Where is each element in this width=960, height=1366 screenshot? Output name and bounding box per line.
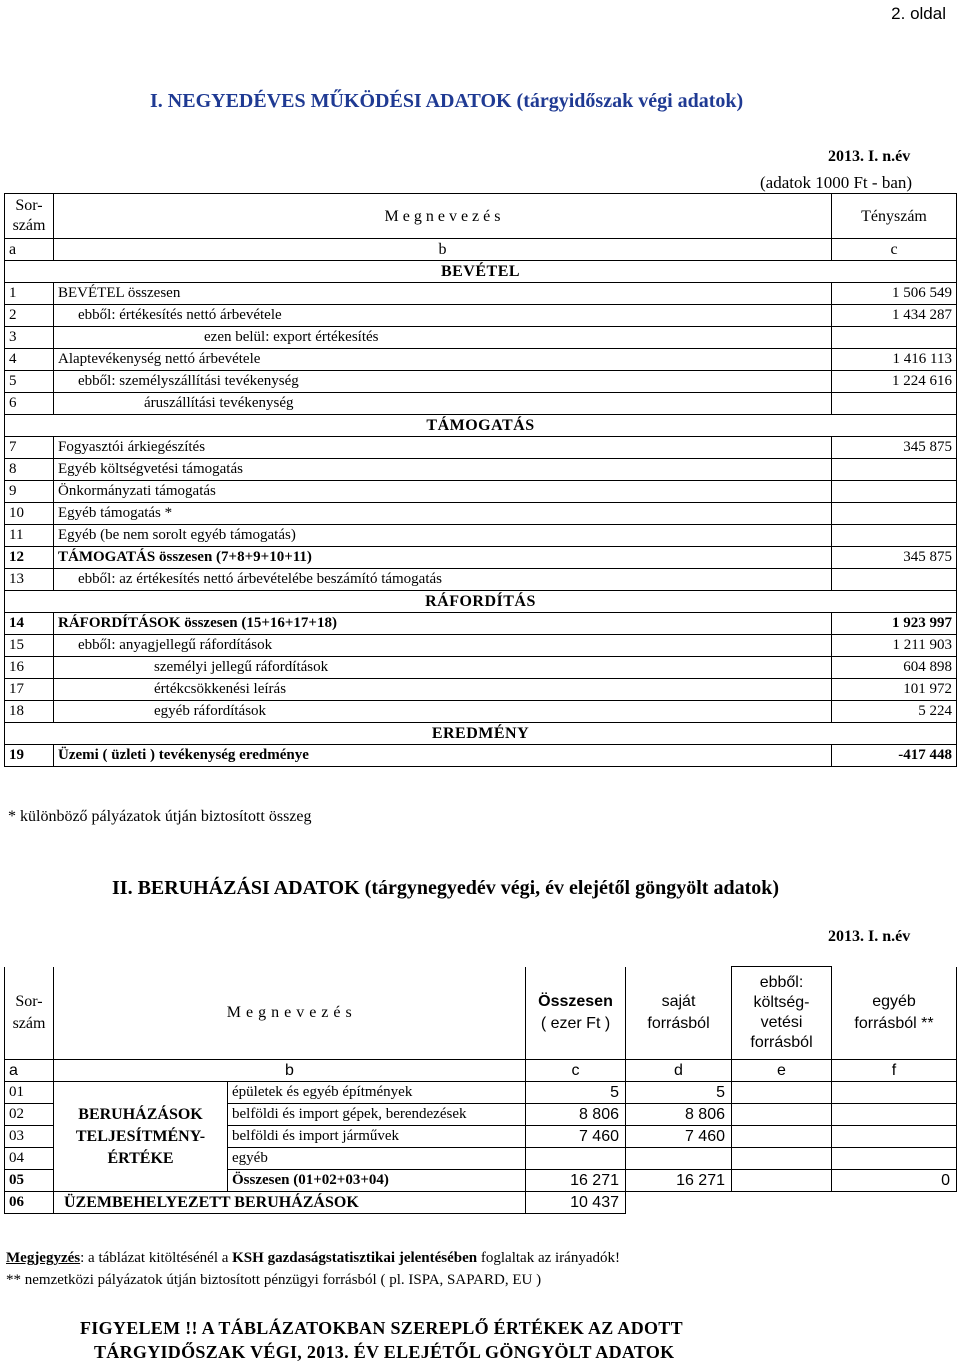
row-value-f [832, 1125, 957, 1147]
row-number: 04 [5, 1147, 54, 1169]
section2-title: II. BERUHÁZÁSI ADATOK (tárgynegyedév végi, év elejétől göngyölt adatok) [112, 877, 780, 899]
row-label: értékcsökkenési leírás [54, 679, 832, 701]
operating-data-table [4, 193, 957, 767]
row-label: Önkormányzati támogatás [54, 481, 832, 503]
section2-note2: ** nemzetközi pályázatok útján biztosított pénzügyi forrásból ( pl. ISPA, SAPARD, EU ) [6, 1272, 542, 1288]
megnevezes-header: M e g n e v e z é s [54, 967, 526, 1060]
row-label: ebből: anyagjellegű ráfordítások [54, 635, 832, 657]
table-row [5, 525, 957, 547]
row-number: 16 [5, 657, 54, 679]
row-label: Egyéb költségvetési támogatás [54, 459, 832, 481]
group-header-row [5, 591, 957, 613]
col-letter-c: c [526, 1059, 626, 1081]
sorszam-header: Sor- szám [5, 194, 54, 239]
table-row [5, 657, 957, 679]
row-label: személyi jellegű ráfordítások [54, 657, 832, 679]
row-number: 02 [5, 1103, 54, 1125]
table-row [5, 327, 957, 349]
row-label: Egyéb támogatás * [54, 503, 832, 525]
group-header-row [5, 415, 957, 437]
row-value: 1 224 616 [832, 371, 957, 393]
table-row [5, 437, 957, 459]
row-label: Egyéb (be nem sorolt egyéb támogatás) [54, 525, 832, 547]
page-number-label: 2. oldal [891, 4, 946, 23]
row-number: 1 [5, 283, 54, 305]
warning-line2: TÁRGYIDŐSZAK VÉGI, 2013. ÉV ELEJÉTŐL GÖNGYÖLT ADATOK [94, 1342, 675, 1362]
row-value-c: 7 460 [526, 1125, 626, 1147]
section1-title: I. NEGYEDÉVES MŰKÖDÉSI ADATOK (tárgyidőszak végi adatok) [150, 90, 744, 112]
row-number: 4 [5, 349, 54, 371]
group-header-row [5, 723, 957, 745]
row-number: 5 [5, 371, 54, 393]
row-value-f [832, 1147, 957, 1169]
row-label: belföldi és import gépek, berendezések [228, 1103, 526, 1125]
empty-cell [626, 1191, 732, 1213]
row-value-e [732, 1125, 832, 1147]
group-tamogatas: TÁMOGATÁS [5, 415, 957, 437]
row-value [832, 481, 957, 503]
row-value: 5 224 [832, 701, 957, 723]
row-number: 9 [5, 481, 54, 503]
table-header-row [5, 194, 957, 239]
row-number: 11 [5, 525, 54, 547]
table-row [5, 1169, 957, 1191]
section1-footnote: * különböző pályázatok útján biztosított összeg [8, 808, 312, 825]
group-bevetel: BEVÉTEL [5, 261, 957, 283]
group-label-line3: ÉRTÉKE [54, 1147, 228, 1169]
tenyszam-header: Tényszám [832, 194, 957, 239]
table-row [5, 283, 957, 305]
row-label: Összesen (01+02+03+04) [228, 1169, 526, 1191]
table-row [5, 1103, 957, 1125]
table-row [5, 701, 957, 723]
row-value-c: 16 271 [526, 1169, 626, 1191]
row-label: BEVÉTEL összesen [54, 283, 832, 305]
row-value-c: 5 [526, 1081, 626, 1103]
table-row [5, 481, 957, 503]
row-value-e [732, 1103, 832, 1125]
row-value-f [832, 1081, 957, 1103]
section1-unit: (adatok 1000 Ft - ban) [760, 173, 913, 192]
row-label: épületek és egyéb építmények [228, 1081, 526, 1103]
row-label: ezen belül: export értékesítés [54, 327, 832, 349]
row-number: 3 [5, 327, 54, 349]
table-row [5, 1125, 957, 1147]
table-row [5, 745, 957, 767]
table-row [5, 1191, 957, 1213]
row-value: 1 506 549 [832, 283, 957, 305]
warning-line1: FIGYELEM !! A TÁBLÁZATOKBAN SZEREPLŐ ÉRTÉKEK AZ ADOTT [80, 1318, 683, 1338]
koltsegvetesi-forras-header: ebből: költség- vetési forrásból [732, 967, 832, 1060]
section2-period: 2013. I. n.év [828, 928, 911, 945]
group-label-cell [54, 1081, 228, 1103]
row-value-e [732, 1081, 832, 1103]
row-number: 13 [5, 569, 54, 591]
row-label: RÁFORDÍTÁSOK összesen (15+16+17+18) [54, 613, 832, 635]
table-row [5, 459, 957, 481]
row-label: ebből: az értékesítés nettó árbevételébe beszámító támogatás [54, 569, 832, 591]
row-number: 18 [5, 701, 54, 723]
row-label: egyéb ráfordítások [54, 701, 832, 723]
row-value: 1 923 997 [832, 613, 957, 635]
row-value-d: 16 271 [626, 1169, 732, 1191]
row-value: 1 434 287 [832, 305, 957, 327]
section2-note [6, 1250, 620, 1267]
row-number: 2 [5, 305, 54, 327]
table-row [5, 305, 957, 327]
group-header-row [5, 261, 957, 283]
row-value-e [732, 1147, 832, 1169]
note-prefix: Megjegyzés [6, 1250, 81, 1266]
row-value [832, 503, 957, 525]
row-number: 8 [5, 459, 54, 481]
table-row [5, 547, 957, 569]
row-value: 101 972 [832, 679, 957, 701]
row-number: 7 [5, 437, 54, 459]
col-letter-d: d [626, 1059, 732, 1081]
row-number: 05 [5, 1169, 54, 1191]
row-value: 1 211 903 [832, 635, 957, 657]
col-letter-b: b [54, 1059, 526, 1081]
row-value: 345 875 [832, 437, 957, 459]
row-value: 1 416 113 [832, 349, 957, 371]
row-value: -417 448 [832, 745, 957, 767]
table-row [5, 371, 957, 393]
row-value [832, 393, 957, 415]
row-label: TÁMOGATÁS összesen (7+8+9+10+11) [54, 547, 832, 569]
row-number: 06 [5, 1191, 54, 1213]
row-value: 604 898 [832, 657, 957, 679]
group-label-cell [54, 1169, 228, 1191]
note-text1: : a táblázat kitöltésénél a [80, 1250, 233, 1266]
row-value-c: 8 806 [526, 1103, 626, 1125]
row-value-f [832, 1103, 957, 1125]
table-row [5, 635, 957, 657]
row-value [832, 327, 957, 349]
egyeb-forras-header: egyéb forrásból ** [832, 967, 957, 1060]
table-row [5, 503, 957, 525]
group-eredmeny: EREDMÉNY [5, 723, 957, 745]
row-value-e [732, 1169, 832, 1191]
row-label: áruszállítási tevékenység [54, 393, 832, 415]
row-value-c: 10 437 [526, 1191, 626, 1213]
table-row [5, 569, 957, 591]
note-bold: KSH gazdaságstatisztikai jelentésében [232, 1250, 478, 1266]
osszesen-header: Összesen ( ezer Ft ) [526, 967, 626, 1060]
row-number: 6 [5, 393, 54, 415]
row-value-d [626, 1147, 732, 1169]
row-label: ebből: személyszállítási tevékenység [54, 371, 832, 393]
row-value-f: 0 [832, 1169, 957, 1191]
sajat-forras-header: saját forrásból [626, 967, 732, 1060]
col-letter-a: a [5, 1059, 54, 1081]
row-value [832, 459, 957, 481]
empty-cell [732, 1191, 832, 1213]
row-number: 17 [5, 679, 54, 701]
row-label: Alaptevékenység nettó árbevétele [54, 349, 832, 371]
row-number: 15 [5, 635, 54, 657]
row-label: Üzemi ( üzleti ) tevékenység eredménye [54, 745, 832, 767]
row-value: 345 875 [832, 547, 957, 569]
row-number: 01 [5, 1081, 54, 1103]
row-label: Fogyasztói árkiegészítés [54, 437, 832, 459]
row-value-d: 5 [626, 1081, 732, 1103]
sorszam-header: Sor- szám [5, 967, 54, 1060]
row-value [832, 525, 957, 547]
megnevezes-header: M e g n e v e z é s [54, 194, 832, 239]
group-raforditas: RÁFORDÍTÁS [5, 591, 957, 613]
group-label-line1: BERUHÁZÁSOK [54, 1103, 228, 1125]
row-number: 10 [5, 503, 54, 525]
row-number: 19 [5, 745, 54, 767]
column-letters-row [5, 239, 957, 261]
section1-period: 2013. I. n.év [828, 148, 911, 165]
table-row [5, 349, 957, 371]
row-number: 12 [5, 547, 54, 569]
row-value-d: 8 806 [626, 1103, 732, 1125]
investment-data-table [4, 966, 957, 1214]
table-row [5, 613, 957, 635]
col-letter-e: e [732, 1059, 832, 1081]
row-value-d: 7 460 [626, 1125, 732, 1147]
row-label: belföldi és import járművek [228, 1125, 526, 1147]
group-label-line2: TELJESÍTMÉNY- [54, 1125, 228, 1147]
table-row [5, 393, 957, 415]
note-text2: foglaltak az irányadók! [477, 1250, 620, 1266]
row-value [832, 569, 957, 591]
row-number: 03 [5, 1125, 54, 1147]
table-row [5, 679, 957, 701]
row-label: ÜZEMBEHELYEZETT BERUHÁZÁSOK [54, 1191, 526, 1213]
row-number: 14 [5, 613, 54, 635]
empty-cell [832, 1191, 957, 1213]
row-label: egyéb [228, 1147, 526, 1169]
col-letter-b: b [54, 239, 832, 261]
col-letter-f: f [832, 1059, 957, 1081]
table-row [5, 1147, 957, 1169]
column-letters-row [5, 1059, 957, 1081]
col-letter-c: c [832, 239, 957, 261]
row-label: ebből: értékesítés nettó árbevétele [54, 305, 832, 327]
table-row [5, 1081, 957, 1103]
col-letter-a: a [5, 239, 54, 261]
table-header-row [5, 967, 957, 1060]
row-value-c [526, 1147, 626, 1169]
